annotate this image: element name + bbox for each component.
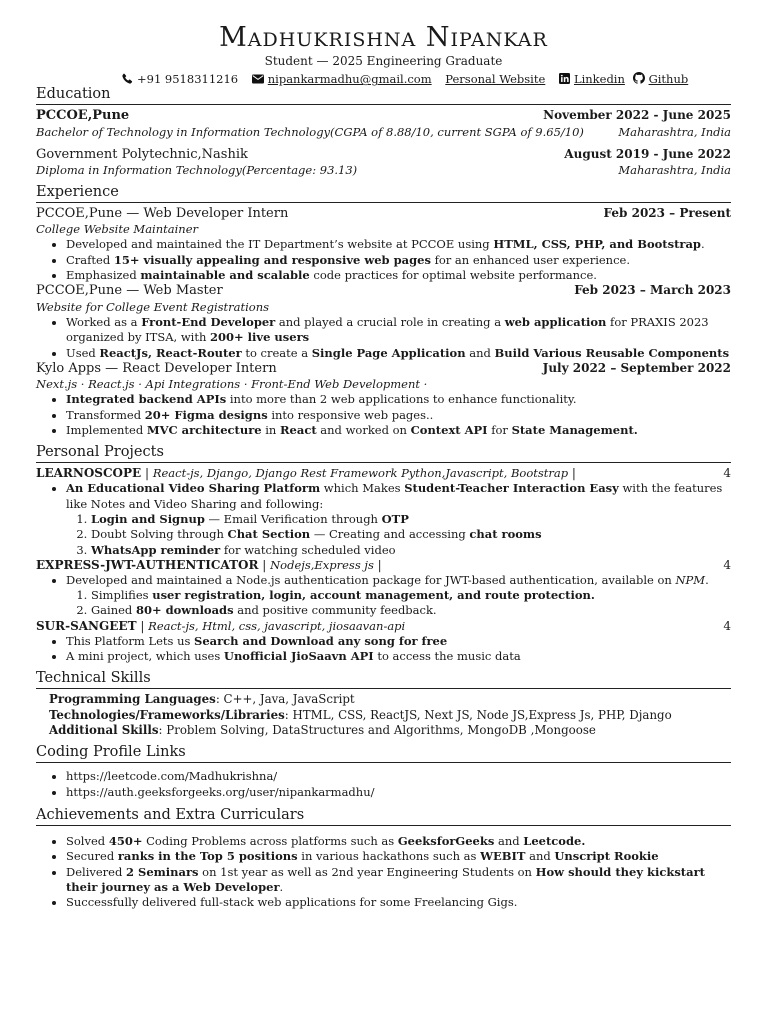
coding-profile-link[interactable]: • https://leetcode.com/Madhukrishna/ bbox=[66, 769, 731, 784]
project-header bbox=[36, 558, 731, 573]
education-entry bbox=[36, 108, 731, 139]
project-number: 4 bbox=[723, 557, 731, 572]
bullet-item bbox=[66, 573, 731, 588]
bold-text: 15+ visually appealing and responsive web pages bbox=[113, 252, 431, 267]
bold-text: maintainable and scalable bbox=[140, 268, 310, 283]
project-tech: React-js, Django, Django Rest Framework Python,Javascript, Bootstrap bbox=[152, 466, 569, 481]
experience-entry bbox=[36, 361, 731, 438]
achievements-list bbox=[36, 834, 731, 910]
bullet-item bbox=[66, 315, 731, 346]
bold-text: Search and Download any song for free bbox=[194, 633, 448, 648]
skill-line bbox=[49, 723, 731, 738]
bold-text: Build Various Reusable Components bbox=[494, 345, 730, 360]
text: into responsive web pages.. bbox=[267, 407, 434, 422]
education-entry bbox=[36, 147, 731, 178]
bold-text: How should they kickstart their journey as a Web Developer bbox=[66, 864, 705, 894]
achievement-item bbox=[66, 865, 731, 896]
bold-text: 80+ downloads bbox=[135, 603, 234, 618]
education-org: PCCOE,Pune bbox=[36, 108, 130, 124]
bold-text: ReactJs, React-Router bbox=[99, 345, 242, 360]
italic-text: NPM bbox=[675, 572, 706, 587]
skill-label: Programming Languages bbox=[49, 692, 216, 707]
candidate-name: Madhukrishna Nipankar bbox=[219, 22, 548, 53]
text: — Email Verification through bbox=[204, 511, 382, 526]
experience-role: Next.js · React.js · Api Integrations · Front-End Web Development · bbox=[36, 377, 428, 392]
education-location: Maharashtra, India bbox=[618, 124, 731, 139]
text: code practices for optimal website performance. bbox=[309, 268, 597, 283]
resume-page bbox=[36, 24, 731, 911]
section-heading-experience: Experience bbox=[36, 183, 731, 203]
skill-value: : HTML, CSS, ReactJS, Next JS, Node JS,Express Js, PHP, Django bbox=[284, 707, 672, 722]
bullet-item bbox=[66, 253, 731, 268]
text: Delivered bbox=[66, 864, 127, 879]
bold-text: Leetcode. bbox=[523, 834, 586, 849]
section-heading-achievements: Achievements and Extra Curriculars bbox=[36, 806, 731, 826]
project-title-line bbox=[36, 466, 576, 481]
education-degree: Bachelor of Technology in Information Technology(CGPA of 8.88/10, current SGPA of 9.65/10) bbox=[36, 124, 584, 139]
text: to create a bbox=[241, 345, 312, 360]
bold-text: 2 Seminars bbox=[126, 864, 199, 879]
experience-header bbox=[36, 206, 731, 222]
bullet-item bbox=[66, 268, 731, 283]
project-header bbox=[36, 619, 731, 634]
experience-list bbox=[36, 206, 731, 438]
education-org: Government Polytechnic,Nashik bbox=[36, 147, 248, 163]
bullet-item bbox=[66, 392, 731, 407]
text: and played a crucial role in creating a bbox=[275, 314, 505, 329]
bold-text: Front-End Developer bbox=[141, 314, 276, 329]
bullet-item bbox=[66, 346, 731, 361]
project-entry bbox=[36, 619, 731, 665]
text: in various hackathons such as bbox=[297, 849, 481, 864]
section-heading-skills: Technical Skills bbox=[36, 669, 731, 689]
contact-links bbox=[122, 72, 698, 86]
skill-line bbox=[49, 708, 731, 723]
project-number: 4 bbox=[723, 618, 731, 633]
text: Coding Problems across platforms such as bbox=[142, 834, 398, 849]
skill-value: : C++, Java, JavaScript bbox=[215, 692, 355, 707]
bullet-item bbox=[66, 481, 731, 512]
project-bullets bbox=[36, 634, 731, 665]
linkedin-icon bbox=[559, 73, 570, 84]
experience-entry bbox=[36, 283, 731, 360]
bold-text: Integrated backend APIs bbox=[66, 392, 227, 407]
bold-text: Single Page Application bbox=[311, 345, 466, 360]
experience-bullets bbox=[36, 237, 731, 283]
bold-text: Context API bbox=[410, 422, 488, 437]
email-icon bbox=[252, 74, 264, 84]
bold-text: Unofficial JioSaavn API bbox=[223, 648, 374, 663]
section-heading-coding-links: Coding Profile Links bbox=[36, 743, 731, 763]
text: Doubt Solving through bbox=[91, 527, 228, 542]
bold-text: Student-Teacher Interaction Easy bbox=[404, 481, 619, 496]
email-contact[interactable] bbox=[252, 72, 436, 86]
project-title-line bbox=[36, 619, 405, 634]
text: — Creating and accessing bbox=[310, 527, 470, 542]
linkedin-contact[interactable] bbox=[559, 72, 629, 86]
project-feature-list bbox=[36, 588, 731, 619]
bold-text: 200+ live users bbox=[210, 330, 310, 345]
project-feature-list bbox=[36, 512, 731, 558]
text: which Makes bbox=[320, 481, 405, 496]
bold-text: React bbox=[280, 422, 317, 437]
bold-text: chat rooms bbox=[469, 527, 542, 542]
numbered-item bbox=[91, 512, 731, 527]
text: and bbox=[525, 849, 555, 864]
education-location: Maharashtra, India bbox=[618, 163, 731, 178]
text: Developed and maintained a Node.js authentication package for JWT-based authentication, available on bbox=[66, 572, 676, 587]
bullet-item bbox=[66, 634, 731, 649]
bold-text: OTP bbox=[381, 511, 409, 526]
experience-entry bbox=[36, 206, 731, 283]
experience-date: Feb 2023 – Present bbox=[603, 205, 731, 220]
text: Developed and maintained the IT Department’s website at PCCOE using bbox=[66, 237, 494, 252]
text: into more than 2 web applications to enhance functionality. bbox=[226, 392, 577, 407]
text: Gained bbox=[91, 603, 136, 618]
bullet-item bbox=[66, 423, 731, 438]
text: for watching scheduled video bbox=[220, 542, 396, 557]
achievement-item bbox=[66, 895, 731, 910]
experience-title: PCCOE,Pune — Web Master bbox=[36, 283, 223, 299]
experience-bullets bbox=[36, 315, 731, 361]
bullet-item bbox=[66, 649, 731, 664]
education-date: November 2022 - June 2025 bbox=[543, 108, 731, 123]
email-link[interactable]: nipankarmadhu@gmail.com bbox=[267, 72, 432, 87]
project-separator: | bbox=[568, 466, 576, 481]
project-bullets bbox=[36, 573, 731, 588]
project-header bbox=[36, 466, 731, 481]
bold-text: GeeksforGeeks bbox=[397, 834, 495, 849]
bold-text: HTML, CSS, PHP, and Bootstrap bbox=[493, 237, 701, 252]
project-entry bbox=[36, 466, 731, 557]
skill-label: Additional Skills bbox=[49, 722, 159, 737]
text: on 1st year as well as 2nd year Engineering Students on bbox=[198, 864, 536, 879]
project-name: LEARNOSCOPE bbox=[36, 466, 142, 481]
project-separator: | bbox=[373, 557, 382, 572]
skill-value: : Problem Solving, DataStructures and Algorithms, MongoDB ,Mongoose bbox=[158, 722, 596, 737]
skills-list bbox=[36, 692, 731, 738]
experience-bullets bbox=[36, 392, 731, 438]
experience-date: July 2022 – September 2022 bbox=[542, 360, 731, 375]
text: and bbox=[494, 834, 524, 849]
experience-header bbox=[36, 361, 731, 377]
bold-text: Unscript Rookie bbox=[554, 849, 659, 864]
projects-list bbox=[36, 466, 731, 664]
skill-line bbox=[49, 692, 731, 707]
project-separator: | bbox=[258, 557, 271, 572]
project-name: SUR-SANGEET bbox=[36, 618, 137, 633]
education-degree: Diploma in Information Technology(Percentage: 93.13) bbox=[36, 163, 358, 178]
skill-label: Technologies/Frameworks/Libraries bbox=[49, 707, 285, 722]
education-list bbox=[36, 108, 731, 177]
github-icon bbox=[633, 72, 645, 84]
bold-text: user registration, login, account management, and route protection. bbox=[152, 588, 595, 603]
project-title-line bbox=[36, 558, 382, 573]
bold-text: State Management. bbox=[511, 422, 638, 437]
text: for bbox=[487, 422, 512, 437]
bold-text: An Educational Video Sharing Platform bbox=[66, 481, 321, 496]
text: Used bbox=[66, 345, 100, 360]
phone-number: +91 9518311216 bbox=[137, 72, 239, 87]
phone-icon bbox=[122, 73, 133, 84]
text: Crafted bbox=[66, 252, 114, 267]
text: for an enhanced user experience. bbox=[430, 252, 630, 267]
achievement-item bbox=[66, 834, 731, 849]
experience-title: PCCOE,Pune — Web Developer Intern bbox=[36, 205, 289, 221]
project-tech: Nodejs,Express js bbox=[270, 557, 374, 572]
text: Successfully delivered full-stack web applications for some Freelancing Gigs. bbox=[66, 895, 518, 910]
bold-text: WhatsApp reminder bbox=[91, 542, 221, 557]
bold-text: WEBIT bbox=[480, 849, 526, 864]
linkedin-link[interactable]: Linkedin bbox=[573, 72, 625, 87]
text: Implemented bbox=[66, 422, 147, 437]
text: and positive community feedback. bbox=[233, 603, 437, 618]
experience-header bbox=[36, 283, 731, 299]
text: Simplifies bbox=[91, 588, 153, 603]
bold-text: 20+ Figma designs bbox=[144, 407, 268, 422]
project-tech: React-js, Html, css, javascript, jiosaavan-api bbox=[148, 618, 406, 633]
numbered-item bbox=[91, 603, 731, 618]
text: A mini project, which uses bbox=[66, 648, 224, 663]
text: with the features like Notes and Video Sharing and following: bbox=[66, 481, 723, 511]
experience-date: Feb 2023 – March 2023 bbox=[574, 283, 731, 298]
text: Emphasized bbox=[66, 268, 141, 283]
candidate-subtitle: Student — 2025 Engineering Graduate bbox=[264, 54, 503, 69]
bullet-item bbox=[66, 408, 731, 423]
bold-text: 450+ bbox=[108, 834, 143, 849]
github-contact[interactable] bbox=[633, 72, 689, 86]
project-bullets bbox=[36, 481, 731, 512]
text: . bbox=[279, 879, 284, 894]
coding-links-list bbox=[36, 769, 731, 800]
bold-text: web application bbox=[504, 314, 607, 329]
text: Transformed bbox=[66, 407, 145, 422]
bold-text: Login and Signup bbox=[91, 511, 205, 526]
text: . bbox=[705, 572, 709, 587]
achievement-item bbox=[66, 849, 731, 864]
numbered-item bbox=[91, 588, 731, 603]
coding-profile-link[interactable]: • https://auth.geeksforgeeks.org/user/nipankarmadhu/ bbox=[66, 785, 731, 800]
experience-role: Website for College Event Registrations bbox=[36, 299, 270, 314]
numbered-item bbox=[91, 527, 731, 542]
text: and worked on bbox=[316, 422, 411, 437]
phone-contact[interactable] bbox=[122, 72, 242, 86]
github-link[interactable]: Github bbox=[648, 72, 689, 87]
text: and bbox=[465, 345, 495, 360]
text: for PRAXIS 2023 organized by ITSA, with bbox=[66, 314, 709, 345]
personal-website-link[interactable]: Personal Website bbox=[445, 72, 546, 87]
text: Solved bbox=[66, 834, 109, 849]
project-name: EXPRESS-JWT-AUTHENTICATOR bbox=[36, 557, 259, 572]
bold-text: ranks in the Top 5 positions bbox=[117, 849, 298, 864]
section-heading-education: Education bbox=[36, 85, 731, 105]
experience-title: Kylo Apps — React Developer Intern bbox=[36, 360, 277, 376]
education-date: August 2019 - June 2022 bbox=[564, 147, 731, 162]
text: This Platform Lets us bbox=[66, 633, 195, 648]
text: Secured bbox=[66, 849, 118, 864]
contact-row bbox=[36, 72, 731, 90]
numbered-item bbox=[91, 543, 731, 558]
project-entry bbox=[36, 558, 731, 619]
project-separator: | bbox=[136, 618, 149, 633]
text: to access the music data bbox=[373, 648, 521, 663]
text: . bbox=[700, 237, 705, 252]
project-number: 4 bbox=[723, 466, 731, 481]
bold-text: MVC architecture bbox=[146, 422, 262, 437]
text: Worked as a bbox=[66, 314, 142, 329]
bold-text: Chat Section bbox=[227, 527, 311, 542]
section-heading-projects: Personal Projects bbox=[36, 443, 731, 463]
bullet-item bbox=[66, 237, 731, 252]
experience-role: College Website Maintainer bbox=[36, 222, 198, 237]
project-separator: | bbox=[141, 466, 153, 481]
text: in bbox=[261, 422, 280, 437]
